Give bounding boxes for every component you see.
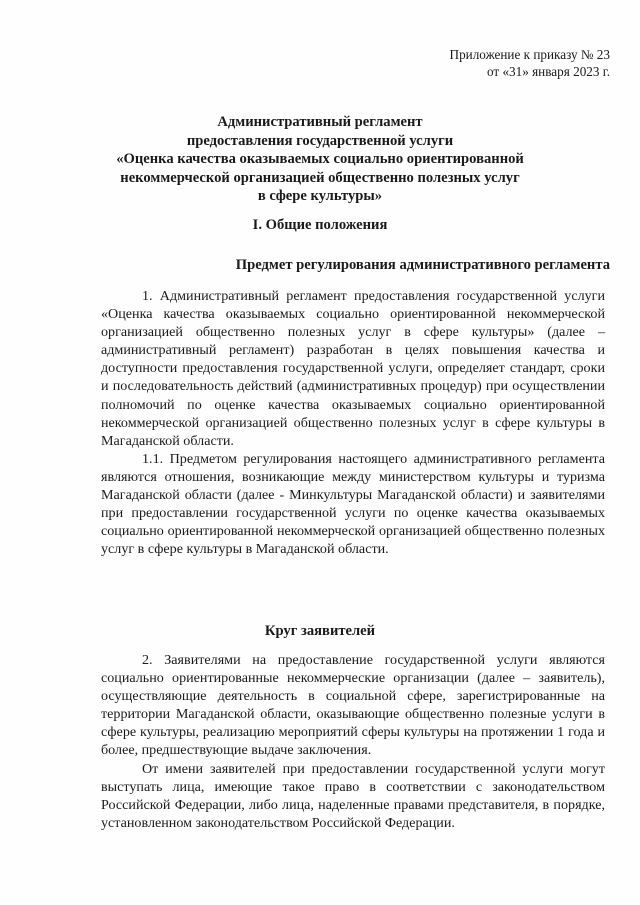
- paragraph-2: 2. Заявителями на предоставление государственной услуги являются социально ориентированные некоммерческие организации (далее – заявитель), осуществляющие деятельность в социальной сфере, зарегистрированные на территории Магаданской области, оказывающие общественно полезные услуги в сфере культуры, реализацию мероприятий сферы культуры на протяжении 1 года и более, предшествующие выдаче заключения.: [101, 652, 605, 759]
- attachment-line-order: Приложение к приказу № 23: [449, 47, 610, 62]
- attachment-line-date: от «31» января 2023 г.: [486, 64, 610, 79]
- document-title: [40, 113, 600, 206]
- section-heading-applicants: Круг заявителей: [264, 623, 376, 639]
- section-heading-general: I. Общие положения: [252, 217, 388, 233]
- section-applicants-body: [101, 651, 605, 832]
- title-line-1: Административный регламент: [217, 114, 423, 130]
- title-line-5: в сфере культуры»: [257, 188, 383, 205]
- title-line-4: некоммерческой организацией общественно полезных услуг: [120, 169, 520, 186]
- paragraph-1: 1. Административный регламент предоставления государственной услуги «Оценка качества оказываемых социально ориентированной некоммерческой организацией общественно полезных услуг в сфере культуры» (далее – административный регламент) разработан в целях повышения качества и доступности предоставления государственной услуги, определяет стандарт, сроки и последовательность действий (административных процедур) при осуществлении полномочий по оценке качества оказываемых социально ориентированной некоммерческой организацией общественно полезных услуг в сфере культуры в Магаданской области.: [101, 288, 605, 449]
- attachment-note: [450, 46, 610, 80]
- subheading-regulation-subject: Предмет регулирования административного регламента: [235, 257, 610, 273]
- paragraph-1-1: 1.1. Предметом регулирования настоящего административного регламента являются отношения, возникающие между министерством культуры и туризма Магаданской области (далее - Минкультуры Магаданской области) и заявителями при предоставлении государственной услуги по оценке качества оказываемых социально ориентированной некоммерческой организацией общественно полезных услуг в сфере культуры в Магаданской области.: [101, 450, 605, 558]
- title-line-2: предоставления государственной услуги: [186, 132, 454, 149]
- section-general-body: [101, 287, 605, 558]
- paragraph-2-representatives: От имени заявителей при предоставлении государственной услуги могут выступать лица, имеющие такое право в соответствии с законодательством Российской Федерации, либо лица, наделенные правами представителя, в порядке, установленном законодательством Российской Федерации.: [101, 760, 605, 831]
- title-line-3: «Оценка качества оказываемых социально ориентированной: [116, 151, 524, 168]
